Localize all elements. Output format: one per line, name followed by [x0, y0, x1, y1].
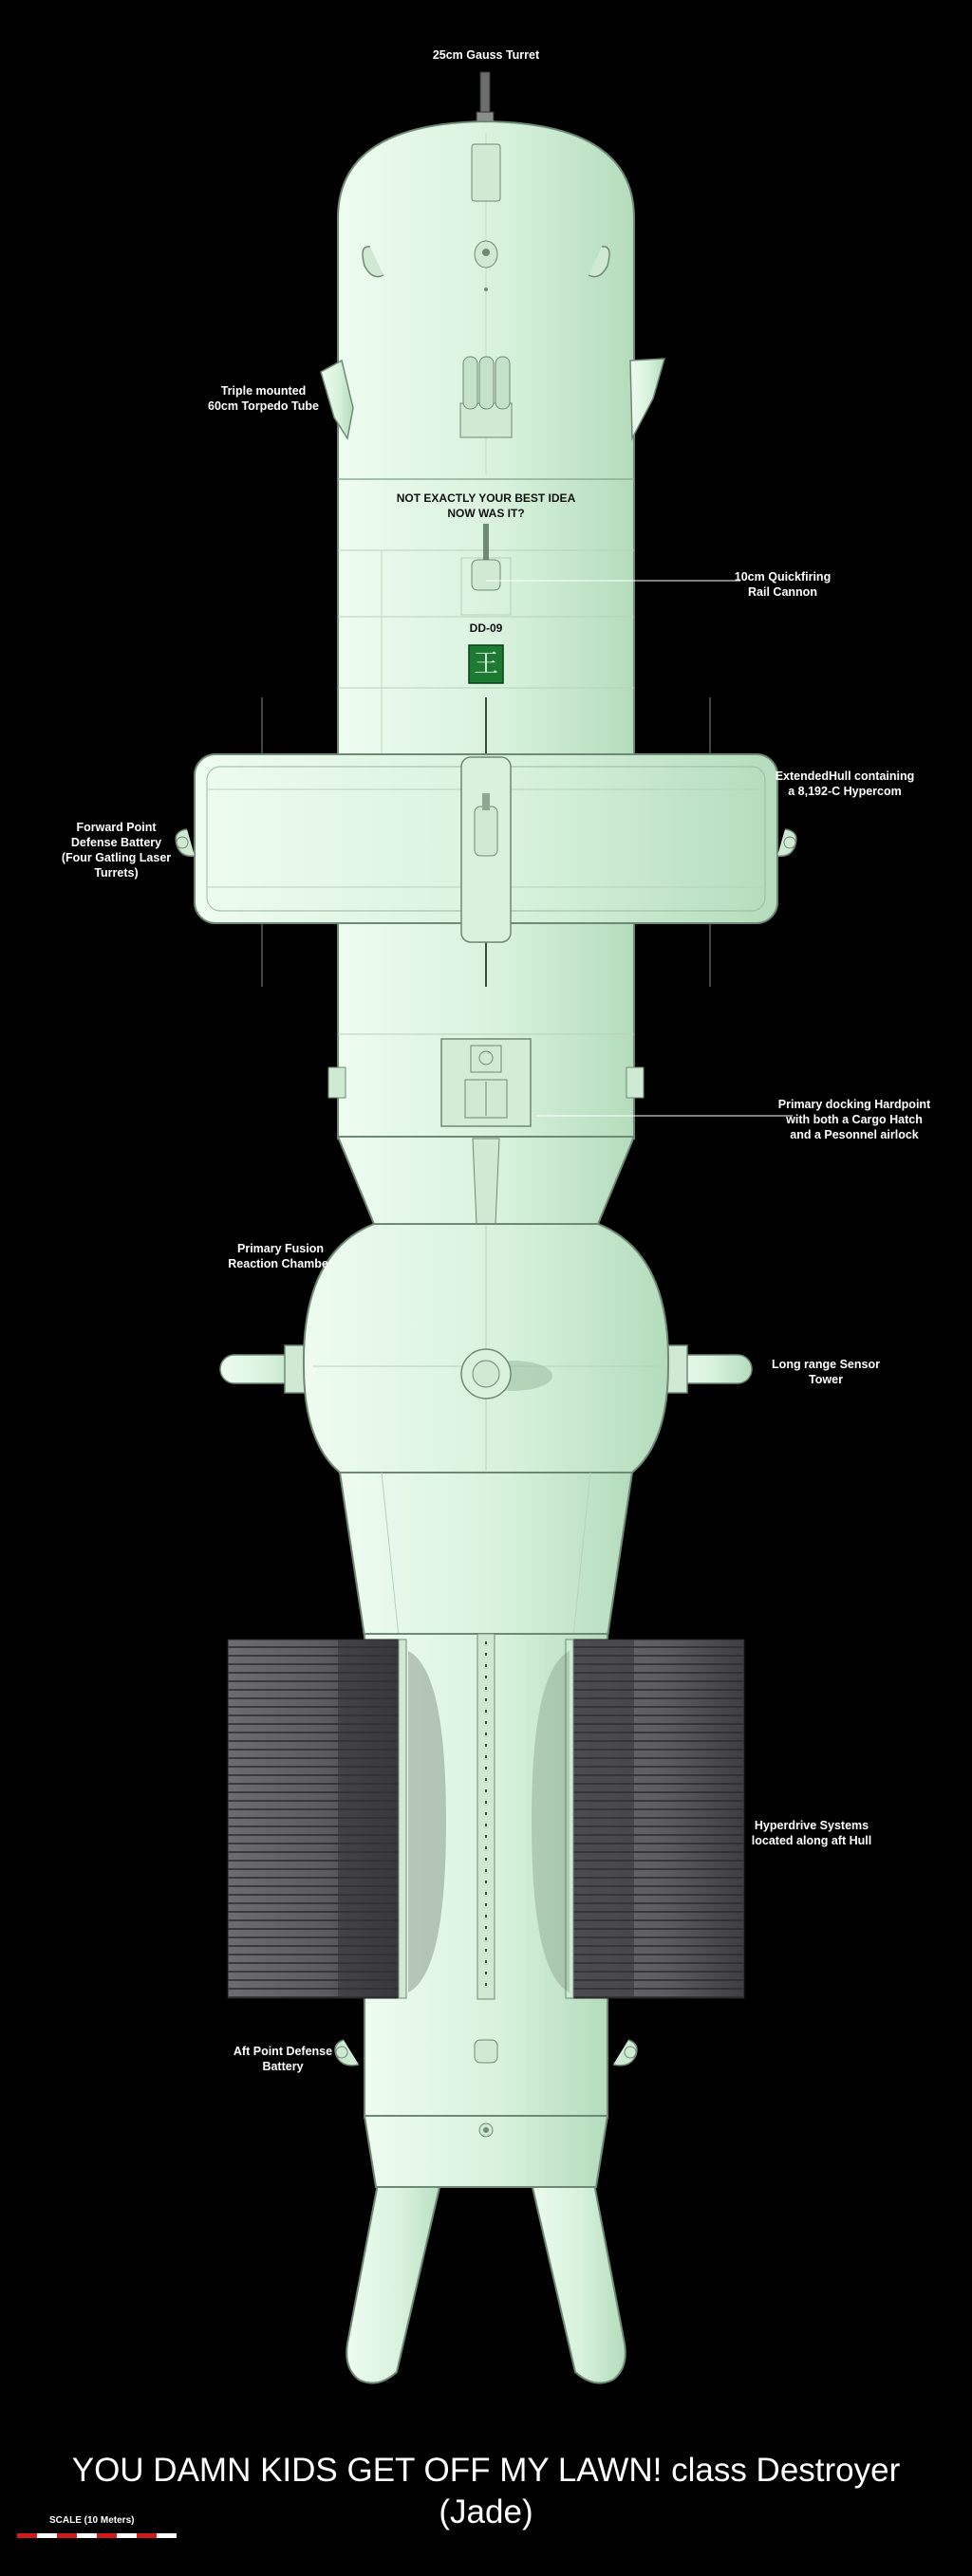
scale-segment	[77, 2533, 97, 2538]
torpedo-tubes	[460, 357, 512, 437]
scale-segment	[97, 2533, 117, 2538]
aft-taper	[340, 1473, 632, 1637]
scale-bar	[17, 2533, 177, 2538]
scale-label: SCALE (10 Meters)	[49, 2515, 135, 2526]
label-point-defense-fwd: Forward Point Defense Battery (Four Gatling Laser Turrets)	[61, 821, 172, 880]
emblem-glyph: 王	[473, 650, 498, 678]
hull-slogan: NOT EXACTLY YOUR BEST IDEA NOW WAS IT?	[396, 491, 576, 520]
label-docking: Primary docking Hardpoint with both a Cargo Hatch and a Pesonnel airlock	[777, 1098, 931, 1141]
scale-segment	[37, 2533, 57, 2538]
label-sensor: Long range Sensor Tower	[772, 1358, 880, 1386]
label-torpedo-tube: Triple mounted 60cm Torpedo Tube	[208, 384, 319, 413]
scale-segment	[57, 2533, 77, 2538]
label-point-defense-aft: Aft Point Defense Battery	[233, 2045, 333, 2073]
hull-number: DD-09	[469, 621, 503, 635]
scale-segment	[157, 2533, 177, 2538]
scale-segment	[117, 2533, 137, 2538]
fusion-chamber	[304, 1224, 668, 1473]
scale-segment	[137, 2533, 157, 2538]
label-hypercom: ExtendedHull containing a 8,192-C Hypercom	[775, 769, 915, 798]
neck-section	[338, 1137, 634, 1224]
gauss-turret	[477, 72, 494, 127]
page-title: YOU DAMN KIDS GET OFF MY LAWN! class Destroyer (Jade)	[71, 2452, 901, 2530]
label-rail-cannon: 10cm Quickfiring Rail Cannon	[734, 570, 832, 599]
label-gauss-turret: 25cm Gauss Turret	[432, 48, 540, 62]
aft-fins	[346, 2154, 626, 2383]
scale-segment	[17, 2533, 37, 2538]
label-hyperdrive: Hyperdrive Systems located along aft Hull	[751, 1819, 872, 1847]
label-fusion: Primary Fusion Reaction Chamber	[228, 1242, 333, 1270]
extended-hull	[176, 754, 796, 942]
